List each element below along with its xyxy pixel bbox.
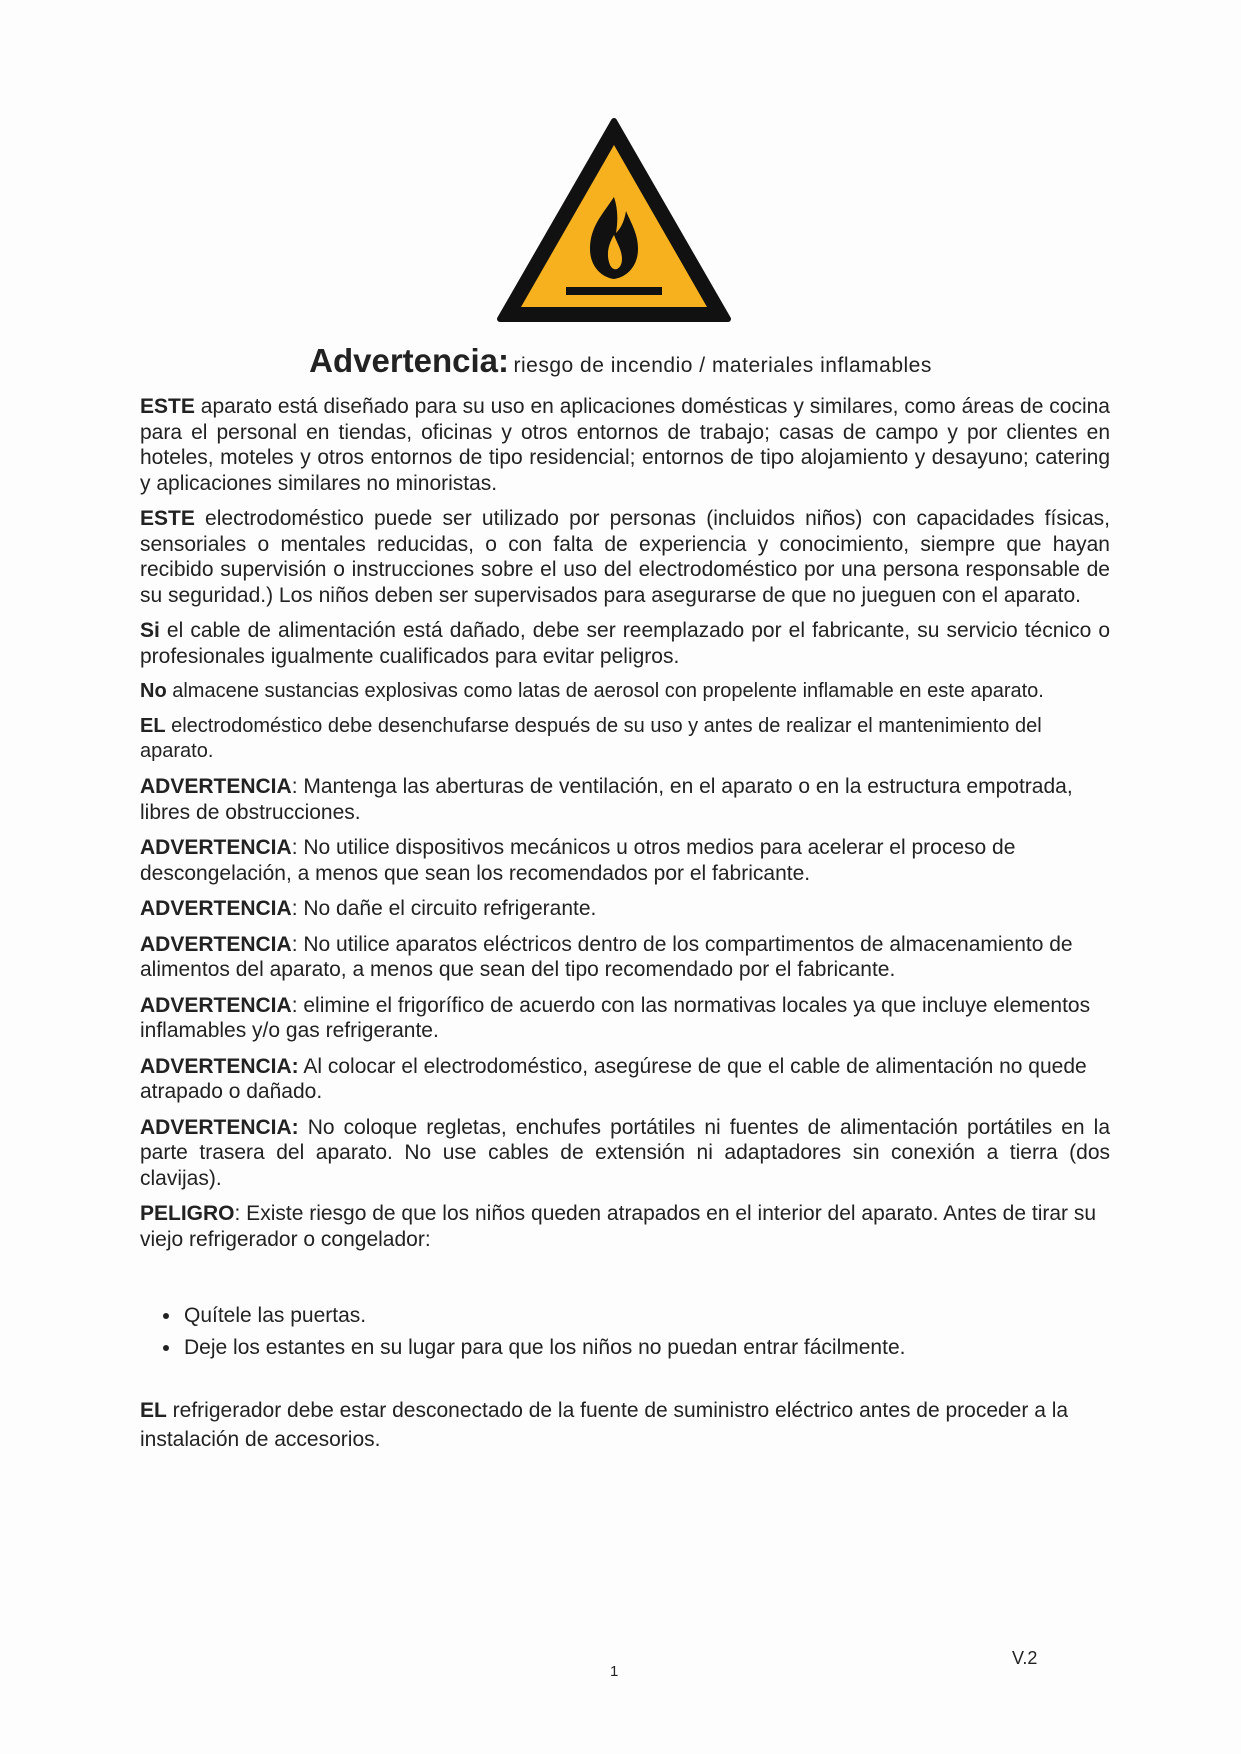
warnings-body (140, 394, 1110, 1464)
paragraph: PELIGRO: Existe riesgo de que los niños queden atrapados en el interior del aparato. Antes de tirar su viejo refrigerador o congelador: (140, 1202, 1097, 1251)
paragraph: EL electrodoméstico debe desenchufarse después de su uso y antes de realizar el mantenimiento del aparato. (140, 715, 1042, 762)
final-paragraph: EL refrigerador debe estar desconectado de la fuente de suministro eléctrico antes de proceder a la instalación de accesorios. (140, 1399, 1069, 1451)
warning-title (0, 342, 1241, 380)
paragraph: ADVERTENCIA: No utilice dispositivos mecánicos u otros medios para acelerar el proceso de descongelación, a menos que sean los recomendados por el fabricante. (140, 836, 1016, 885)
paragraph: ADVERTENCIA: Mantenga las aberturas de ventilación, en el aparato o en la estructura empotrada, libres de obstrucciones. (140, 775, 1073, 824)
paragraph: ADVERTENCIA: No coloque regletas, enchufes portátiles ni fuentes de alimentación portátiles en la parte trasera del aparato. No use cables de extensión ni adaptadores sin conexión a tierra (dos clavijas). (140, 1115, 1110, 1190)
flammable-warning-icon (494, 115, 734, 325)
paragraph: Si el cable de alimentación está dañado, debe ser reemplazado por el fabricante, su servicio técnico o profesionales igualmente cualificados para evitar peligros. (140, 619, 1110, 668)
title-sub: riesgo de incendio / materiales inflamables (513, 354, 932, 377)
title-main: Advertencia: (309, 342, 510, 379)
version-label: V.2 (1012, 1648, 1038, 1668)
list-item: • Quítele las puertas. (182, 1300, 1110, 1332)
bullet-list (140, 1300, 1110, 1364)
paragraph: ADVERTENCIA: No dañe el circuito refrigerante. (140, 897, 597, 920)
paragraph: ADVERTENCIA: elimine el frigorífico de acuerdo con las normativas locales ya que incluye elementos inflamables y/o gas refrigerante. (140, 993, 1091, 1042)
paragraph: ADVERTENCIA: No utilice aparatos eléctricos dentro de los compartimentos de almacenamiento de alimentos del aparato, a menos que sean del tipo recomendado por el fabricante. (140, 932, 1073, 981)
paragraph: ADVERTENCIA: Al colocar el electrodoméstico, asegúrese de que el cable de alimentación no quede atrapado o dañado. (140, 1054, 1087, 1103)
paragraph: ESTE electrodoméstico puede ser utilizado por personas (incluidos niños) con capacidades físicas, sensoriales o mentales reducidas, o con falta de experiencia y conocimiento, siempre que hayan recibido supervisión o instrucciones sobre el uso del electrodoméstico por una persona responsable de su seguridad.) Los niños deben ser supervisados para asegurarse de que no jueguen con el aparato. (140, 507, 1110, 607)
paragraph: ESTE aparato está diseñado para su uso en aplicaciones domésticas y similares, como áreas de cocina para el personal en tiendas, oficinas y otros entornos de trabajo; casas de campo y por clientes en hoteles, moteles y otros entornos de tipo residencial; entornos de tipo alojamiento y desayuno; catering y aplicaciones similares no minoristas. (140, 395, 1110, 495)
paragraph: No almacene sustancias explosivas como latas de aerosol con propelente inflamable en este aparato. (140, 680, 1044, 702)
list-item: • Deje los estantes en su lugar para que los niños no puedan entrar fácilmente. (182, 1332, 1110, 1364)
page-number: 1 (610, 1663, 619, 1680)
